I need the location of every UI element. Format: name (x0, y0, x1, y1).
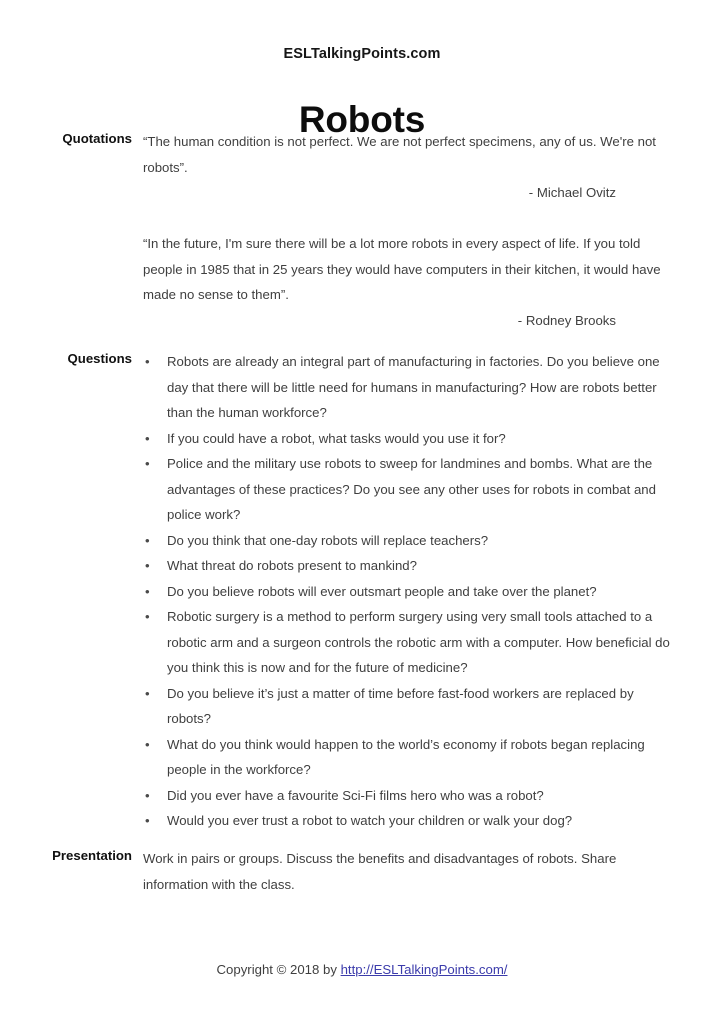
bullet-icon: • (145, 558, 150, 573)
list-item (143, 426, 670, 452)
presentation-content (143, 846, 676, 897)
bullet-icon: • (145, 609, 150, 624)
list-item (143, 451, 670, 528)
footer (0, 962, 724, 977)
site-name: ESLTalkingPoints.com (283, 46, 441, 62)
quotation-item (143, 231, 670, 333)
question-text: What do you think would happen to the world’s economy if robots began replacing people in the workforce? (167, 736, 645, 777)
bullet-icon: • (145, 456, 150, 471)
quotations-content (143, 129, 670, 333)
quotations-section (44, 129, 680, 333)
presentation-section (44, 846, 680, 897)
question-text: Would you ever trust a robot to watch your children or walk your dog? (167, 813, 573, 828)
copyright-text: Copyright © 2018 by (216, 962, 341, 977)
question-text: Do you believe robots will ever outsmart people and take over the planet? (167, 583, 597, 599)
quotations-label: Quotations (62, 131, 132, 146)
list-item (143, 808, 670, 834)
bullet-icon: • (145, 787, 150, 803)
site-link[interactable]: http://ESLTalkingPoints.com/ (340, 962, 508, 977)
quote-spacer (143, 206, 670, 232)
question-text: Do you think that one-day robots will replace teachers? (167, 532, 489, 548)
question-text: If you could have a robot, what tasks would you use it for? (167, 430, 506, 446)
question-text: Police and the military use robots to sweep for landmines and bombs. What are the advantages of these practices? Do you see any other uses for robots in combat and police work? (167, 456, 656, 522)
list-item (143, 349, 670, 426)
list-item (143, 528, 670, 554)
questions-label: Questions (67, 351, 132, 366)
bullet-icon: • (145, 813, 150, 828)
quotation-attribution: - Rodney Brooks (517, 312, 616, 328)
bullet-icon: • (145, 430, 150, 446)
bullet-icon: • (145, 685, 150, 701)
question-text: Do you believe it’s just a matter of time before fast-food workers are replaced by robots? (167, 685, 634, 726)
bullet-icon: • (145, 354, 150, 369)
quotation-text: “The human condition is not perfect. We are not perfect specimens, any of us. We're not robots”. (143, 134, 656, 175)
bullet-icon: • (145, 532, 150, 548)
quotation-item (143, 129, 670, 206)
list-item (143, 579, 670, 605)
quotation-text: “In the future, I'm sure there will be a lot more robots in every aspect of life. If you told people in 1985 that in 25 years they would have computers in their kitchen, it would have made no sense to them”. (143, 236, 661, 302)
list-item (143, 732, 670, 783)
list-item (143, 553, 670, 579)
page-title: Robots (298, 98, 426, 140)
question-text: Robotic surgery is a method to perform surgery using very small tools attached to a robotic arm and a surgeon controls the robotic arm with a computer. How beneficial do you think this is now and for the future of medicine? (167, 609, 670, 675)
quotation-attribution: - Michael Ovitz (528, 185, 616, 200)
list-item (143, 681, 670, 732)
question-text: Robots are already an integral part of manufacturing in factories. Do you believe one day that there will be little need for humans in manufacturing? How are robots better than the human workforce? (167, 354, 660, 420)
questions-list (143, 349, 670, 834)
questions-content (143, 349, 670, 834)
questions-section (44, 349, 680, 834)
presentation-label: Presentation (52, 848, 132, 863)
question-text: What threat do robots present to mankind? (167, 558, 417, 573)
list-item (143, 604, 670, 681)
question-text: Did you ever have a favourite Sci-Fi films hero who was a robot? (167, 787, 544, 803)
bullet-icon: • (145, 583, 150, 599)
bullet-icon: • (145, 736, 150, 752)
presentation-text: Work in pairs or groups. Discuss the benefits and disadvantages of robots. Share information with the class. (143, 851, 617, 892)
list-item (143, 783, 670, 809)
